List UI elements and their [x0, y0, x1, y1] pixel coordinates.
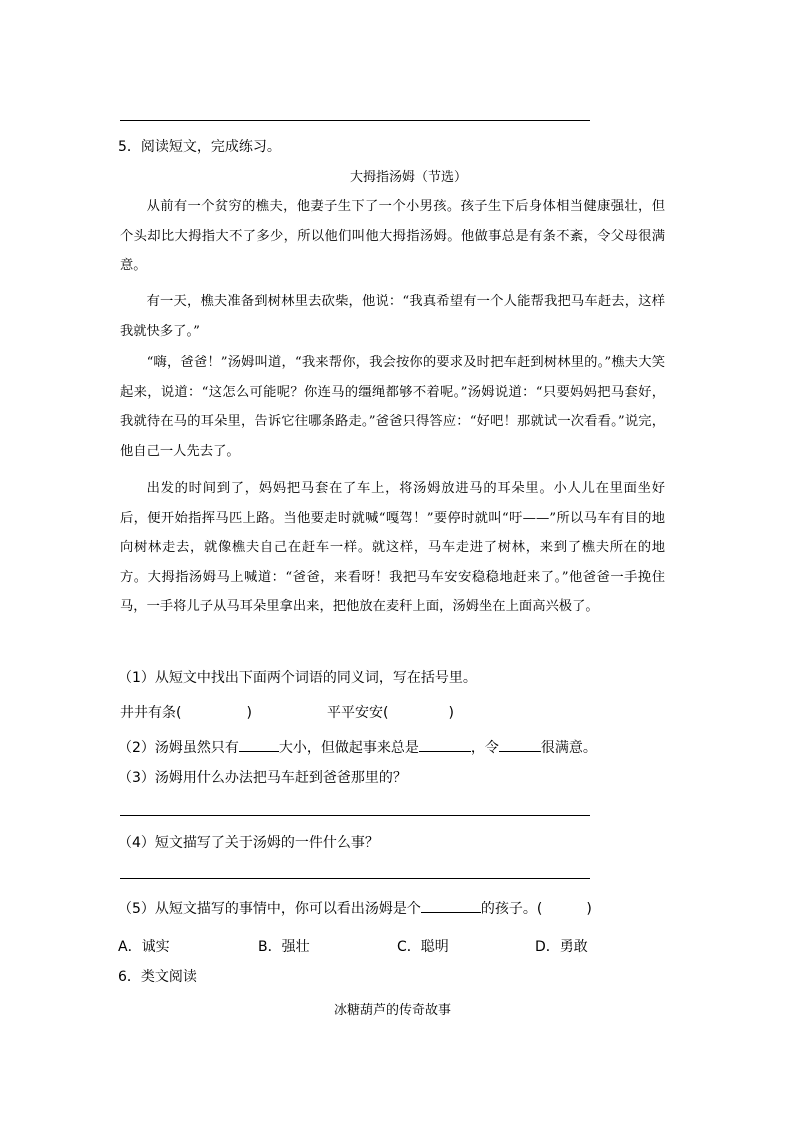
sub-question-4: （4）短文描写了关于汤姆的一件什么事？ [118, 835, 379, 851]
passage-paragraph-1: 从前有一个贫穷的樵夫，他妻子生下了一个小男孩。孩子生下后身体相当健康强壮，但个头却比大拇指大不了多少，所以他们叫他大拇指汤姆。他做事总是有条不紊，令父母很满意。 [120, 199, 665, 273]
option-d[interactable]: D．勇敢 [535, 939, 588, 955]
option-c[interactable]: C．聪明 [397, 939, 449, 955]
fill-blank-manner[interactable] [419, 737, 471, 752]
fill-blank-size[interactable] [239, 737, 279, 752]
answer-line-4[interactable] [120, 878, 590, 879]
sub-question-1: （1）从短文中找出下面两个词语的同义词，写在括号里。 [118, 670, 477, 686]
sub-question-3: （3）汤姆用什么办法把马车赶到爸爸那里的？ [118, 770, 407, 786]
sub-question-5: （5）从短文描写的事情中，你可以看出汤姆是个 的孩子。( ) [118, 898, 592, 918]
answer-line-top [120, 120, 590, 121]
synonym-item-1: 井井有条( ) [120, 705, 252, 721]
synonym-item-2: 平平安安( ) [327, 705, 454, 721]
passage-2-title: 冰糖葫芦的传奇故事 [334, 1003, 452, 1018]
synonym-word-2: 平平安安( [327, 705, 389, 721]
fill-blank-who[interactable] [499, 737, 541, 752]
sub-question-2: （2）汤姆虽然只有 大小，但做起事来总是 ，令 很满意。 [118, 737, 597, 757]
question-6-heading: 6．类文阅读 [118, 969, 197, 985]
option-b[interactable]: B．强壮 [258, 939, 310, 955]
answer-line-3[interactable] [120, 815, 590, 816]
question-5-heading: 5．阅读短文，完成练习。 [118, 139, 281, 155]
passage-paragraph-4: 出发的时间到了，妈妈把马套在了车上，将汤姆放进马的耳朵里。小人儿在里面坐好后，便开始指挥马匹上路。当他要走时就喊“嘎驾！”要停时就叫“吁——”所以马车有目的地向树林走去，就像樵夫自己在赶车一样。就这样，马车走进了树林，来到了樵夫所在的地方。大拇指汤姆马上喊道：“爸爸，来看呀！我把马车安安稳稳地赶来了。”他爸爸一手挽住马，一手将儿子从马耳朵里拿出来，把他放在麦秆上面，汤姆坐在上面高兴极了。 [120, 481, 665, 614]
passage-paragraph-2: 有一天，樵夫准备到树林里去砍柴，他说：“我真希望有一个人能帮我把马车赶去，这样我就快多了。” [120, 294, 665, 339]
synonym-word-1: 井井有条( [120, 705, 182, 721]
passage-paragraph-3: “嗨，爸爸！”汤姆叫道，“我来帮你，我会按你的要求及时把车赶到树林里的。”樵夫大笑起来，说道：“这怎么可能呢？你连马的缰绳都够不着呢。”汤姆说道：“只要妈妈把马套好，我就待在马的耳朵里，告诉它往哪条路走。”爸爸只得答应：“好吧！那就试一次看看。”说完，他自己一人先去了。 [120, 355, 665, 459]
fill-blank-trait[interactable] [421, 898, 481, 913]
passage-title: 大拇指汤姆（节选） [350, 170, 468, 185]
option-a[interactable]: A．诚实 [118, 939, 170, 955]
